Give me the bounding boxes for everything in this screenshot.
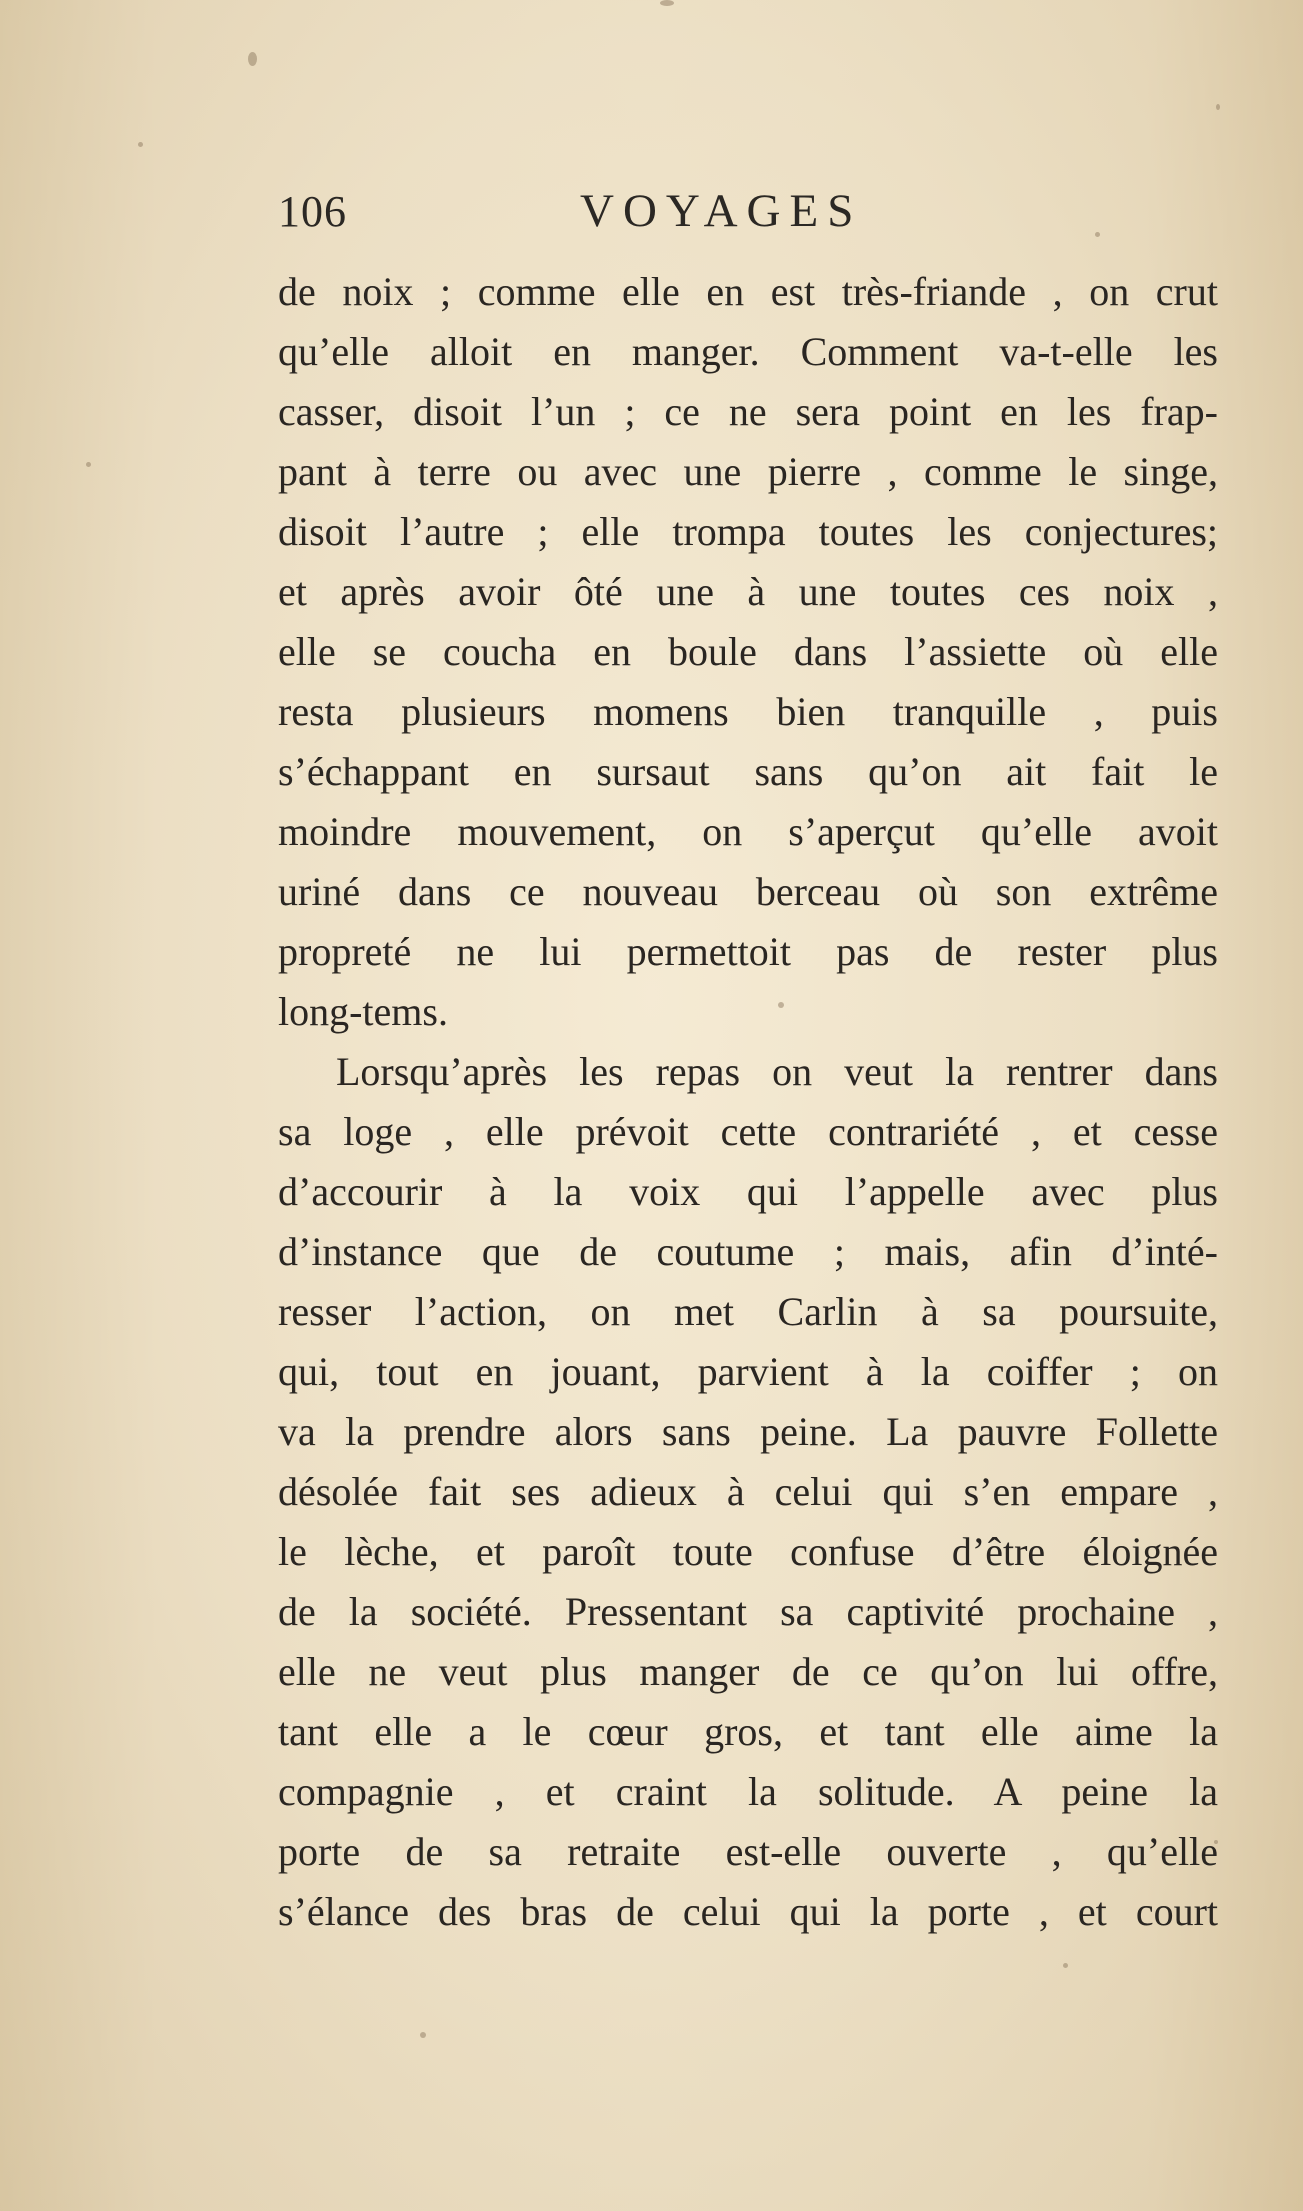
text-line: uriné dans ce nouveau berceau où son extrême [278, 869, 1218, 914]
text-line: de la société. Pressentant sa captivité prochaine , [278, 1589, 1218, 1634]
text-line: désolée fait ses adieux à celui qui s’en empare , [278, 1469, 1218, 1514]
text-line: sa loge , elle prévoit cette contrariété , et cesse [278, 1109, 1218, 1154]
text-line: resta plusieurs momens bien tranquille , puis [278, 689, 1218, 734]
paragraph-first-line: Lorsqu’après les repas on veut la rentrer dans [336, 1049, 1218, 1094]
text-line: s’élance des bras de celui qui la porte , et court [278, 1889, 1218, 1934]
text-line: et après avoir ôté une à une toutes ces noix , [278, 569, 1218, 614]
text-line: porte de sa retraite est-elle ouverte , qu’elle [278, 1829, 1218, 1874]
page-number: 106 [278, 187, 347, 236]
paper-speck [86, 462, 91, 467]
text-line: elle se coucha en boule dans l’assiette où elle [278, 629, 1218, 674]
paper-speck [138, 142, 143, 147]
text-line: le lèche, et paroît toute confuse d’être éloignée [278, 1529, 1218, 1574]
text-line: d’accourir à la voix qui l’appelle avec plus [278, 1169, 1218, 1214]
text-line: s’échappant en sursaut sans qu’on ait fait le [278, 749, 1218, 794]
text-line: disoit l’autre ; elle trompa toutes les conjectures; [278, 509, 1218, 554]
text-line: qu’elle alloit en manger. Comment va-t-elle les [278, 329, 1218, 374]
text-line: moindre mouvement, on s’aperçut qu’elle avoit [278, 809, 1218, 854]
paper-speck [248, 52, 257, 66]
text-line: qui, tout en jouant, parvient à la coiffer ; on [278, 1349, 1218, 1394]
text-line: long-tems. [278, 989, 448, 1034]
text-line: propreté ne lui permettoit pas de rester plus [278, 929, 1218, 974]
body-text [278, 262, 1218, 1942]
text-line: d’instance que de coutume ; mais, afin d’inté- [278, 1229, 1218, 1274]
text-line: de noix ; comme elle en est très-friande , on crut [278, 269, 1218, 314]
text-line: resser l’action, on met Carlin à sa poursuite, [278, 1289, 1218, 1334]
paper-speck [1063, 1963, 1068, 1968]
paper-speck [660, 0, 674, 6]
text-line: elle ne veut plus manger de ce qu’on lui offre, [278, 1649, 1218, 1694]
text-line: pant à terre ou avec une pierre , comme le singe, [278, 449, 1218, 494]
text-line: tant elle a le cœur gros, et tant elle aime la [278, 1709, 1218, 1754]
page-header [278, 186, 1218, 246]
paper-speck [1216, 104, 1220, 110]
paper-speck [420, 2032, 426, 2038]
text-line: casser, disoit l’un ; ce ne sera point en les frap- [278, 389, 1218, 434]
running-head: VOYAGES [580, 185, 863, 237]
text-line: compagnie , et craint la solitude. A peine la [278, 1769, 1218, 1814]
text-line: va la prendre alors sans peine. La pauvre Follette [278, 1409, 1218, 1454]
